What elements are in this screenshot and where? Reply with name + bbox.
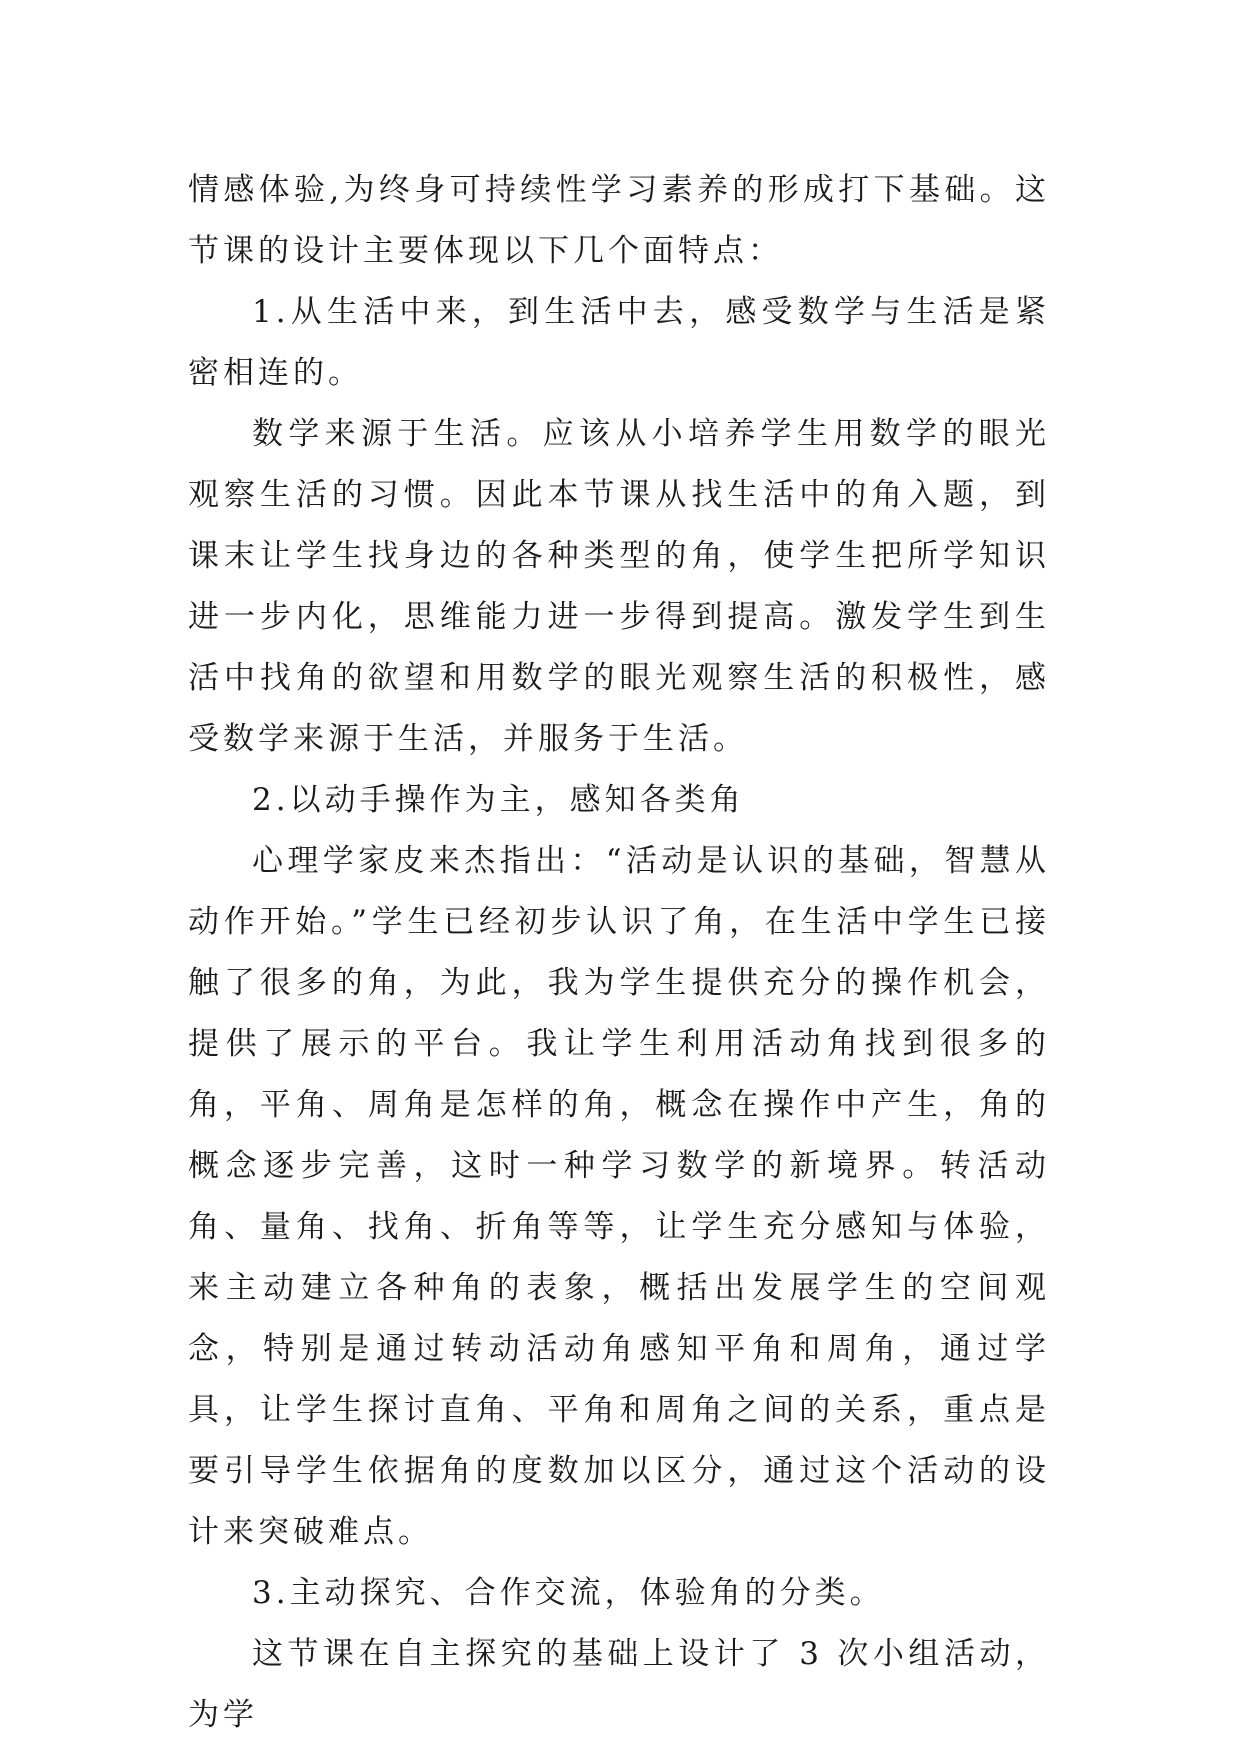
paragraph-1: 情感体验,为终身可持续性学习素养的形成打下基础。这节课的设计主要体现以下几个面特点：: [188, 172, 1050, 269]
document-body: [188, 160, 1050, 1746]
paragraph-3: 数学来源于生活。应该从小培养学生用数学的眼光观察生活的习惯。因此本节课从找生活中的角入题，到课末让学生找身边的各种类型的角，使学生把所学知识进一步内化，思维能力进一步得到提高。激发学生到生活中找角的欲望和用数学的眼光观察生活的积极性，感受数学来源于生活，并服务于生活。: [188, 416, 1050, 757]
paragraph-6: 3.主动探究、合作交流，体验角的分类。: [252, 1575, 885, 1611]
paragraph-2: 1.从生活中来，到生活中去，感受数学与生活是紧密相连的。: [188, 294, 1050, 391]
paragraph-4: 2.以动手操作为主，感知各类角: [252, 782, 745, 818]
paragraph-7: 这节课在自主探究的基础上设计了 3 次小组活动，为学: [188, 1636, 1050, 1733]
paragraph-5: 心理学家皮来杰指出：“活动是认识的基础，智慧从动作开始。”学生已经初步认识了角，在生活中学生已接触了很多的角，为此，我为学生提供充分的操作机会，提供了展示的平台。我让学生利用活动角找到很多的角，平角、周角是怎样的角，概念在操作中产生，角的概念逐步完善，这时一种学习数学的新境界。转活动角、量角、找角、折角等等，让学生充分感知与体验，来主动建立各种角的表象，概括出发展学生的空间观念，特别是通过转动活动角感知平角和周角，通过学具，让学生探讨直角、平角和周角之间的关系，重点是要引导学生依据角的度数加以区分，通过这个活动的设计来突破难点。: [188, 843, 1050, 1550]
